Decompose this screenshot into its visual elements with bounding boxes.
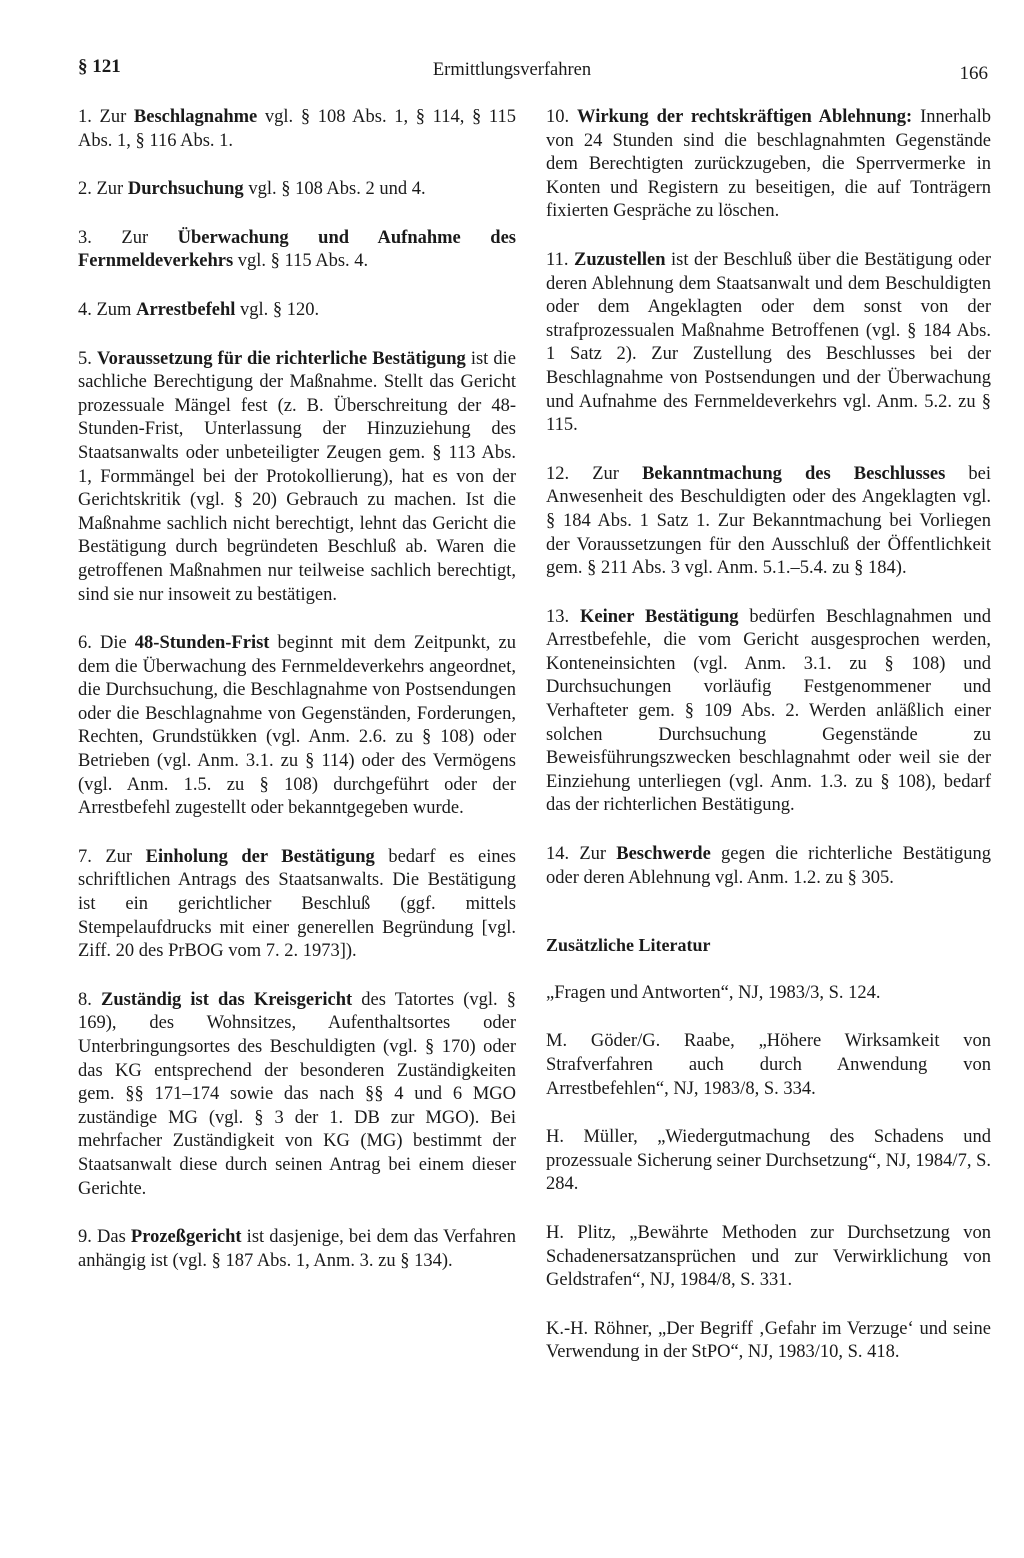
- literature-item: K.-H. Röhner, „Der Begriff ‚Gefahr im Verzuge‘ und seine Verwendung in der StPO“, NJ, 1983/10, S. 418.: [546, 1318, 991, 1363]
- section-number: § 121: [78, 56, 121, 77]
- literature-item: „Fragen und Antworten“, NJ, 1983/3, S. 124.: [546, 982, 881, 1003]
- annotation-6: 6. Die 48-Stunden-Frist beginnt mit dem Zeitpunkt, zu dem die Überwachung des Fernmeldeverkehrs angeordnet, die Durchsuchung, die Beschlagnahme von Postsendungen oder die Beschlagnahme von Gegenständen, Forderungen, Rechten, Grundstükken (vgl. Anm. 2.6. zu § 108) oder Betrieben (vgl. Anm. 3.1. zu § 114) oder des Vermögens (vgl. Anm. 1.5. zu § 108) durchgeführt oder der Arrestbefehl zugestellt oder bekanntgegeben wurde.: [78, 633, 516, 819]
- annotation-11: 11. Zuzustellen ist der Beschluß über die Bestätigung oder deren Ablehnung dem Staatsanwalt und dem Beschuldigten oder dem Angeklagten oder dem sonst von der strafprozessualen Maßnahme Betroffenen (vgl. § 184 Abs. 1 Satz 2). Zur Zustellung des Beschlusses bei der Beschlagnahme von Postsendungen und der Überwachung und Aufnahme des Fernmeldeverkehrs vgl. Anm. 5.2. zu § 115.: [546, 249, 991, 436]
- annotation-1: 1. Zur Beschlagnahme vgl. § 108 Abs. 1, § 114, § 115 Abs. 1, § 116 Abs. 1.: [78, 107, 516, 151]
- literature-heading: Zusätzliche Literatur: [546, 935, 711, 956]
- annotation-13: 13. Keiner Bestätigung bedürfen Beschlagnahmen und Arrestbefehle, die vom Gericht ausgesprochen werden, Konteneinsichten (vgl. Anm. 3.1. zu § 108) und Durchsuchungen vorläufig Festgenommener und Verhafteter gem. § 109 Abs. 2. Werden anläßlich einer solchen Durchsuchung Gegenstände zu Beweisführungszwecken beschlagnahmt oder weil sie der Einziehung unterliegen (vgl. Anm. 1.3. zu § 108), bedarf das der richterlichen Bestätigung.: [546, 606, 991, 816]
- annotation-8: 8. Zuständig ist das Kreisgericht des Tatortes (vgl. § 169), des Wohnsitzes, Aufenthaltsortes oder Unterbringungsortes des Beschuldigten (vgl. § 170) oder das KG entsprechend der besonderen Zuständigkeiten gem. §§ 171–174 sowie das nach §§ 4 und 6 MGO zuständige MG (vgl. § 3 der 1. DB zur MGO). Bei mehrfacher Zuständigkeit von KG (MG) bestimmt der Staatsanwalt diese durch seinen Antrag bei einem dieser Gerichte.: [78, 989, 517, 1199]
- annotation-3: 3. Zur Überwachung und Aufnahme des Fernmeldeverkehrs vgl. § 115 Abs. 4.: [78, 227, 516, 272]
- left-column: [78, 106, 516, 1298]
- annotation-14: 14. Zur Beschwerde gegen die richterliche Bestätigung oder deren Ablehnung vgl. Anm. 1.2. zu § 305.: [546, 844, 991, 888]
- annotation-7: 7. Zur Einholung der Bestätigung bedarf es eines schriftlichen Antrags des Staatsanwalts. Die Bestätigung ist ein gerichtlicher Beschluß (ggf. mittels Stempelaufdrucks mit einer generellen Begründung [vgl. Ziff. 20 des PrBOG vom 7. 2. 1973]).: [78, 846, 516, 962]
- annotation-5: 5. Voraussetzung für die richterliche Bestätigung ist die sachliche Berechtigung der Maßnahme. Stellt das Gericht prozessuale Mängel fest (z. B. Überschreitung der 48-Stunden-Frist, Unterlassung der Hinzuziehung des Staatsanwalts oder unbeteiligter Zeugen gem. § 113 Abs. 1, Formmängel bei der Protokollierung), hat es von der Gerichtskritik (vgl. § 20) Gebrauch zu machen. Ist die Maßnahme sachlich nicht berechtigt, lehnt das Gericht die Bestätigung durch begründeten Beschluß ab. Waren die getroffenen Maßnahmen nur teilweise sachlich berechtigt, sind sie nur insoweit zu bestätigen.: [78, 348, 516, 605]
- page-number: 166: [959, 63, 988, 84]
- running-title: Ermittlungsverfahren: [432, 60, 592, 80]
- annotation-12: 12. Zur Bekanntmachung des Beschlusses bei Anwesenheit des Beschuldigten oder des Angeklagten vgl. § 184 Abs. 1 Satz 1. Zur Bekanntmachung bei Vorliegen der Voraussetzungen für den Ausschluß der Öffentlichkeit gem. § 211 Abs. 3 vgl. Anm. 5.1.–5.4. zu § 184).: [546, 463, 991, 579]
- literature-item: H. Müller, „Wiedergutmachung des Schadens und prozessuale Sicherung seiner Durchsetzung“, NJ, 1984/7, S. 284.: [546, 1127, 991, 1195]
- annotation-9: 9. Das Prozeßgericht ist dasjenige, bei dem das Verfahren anhängig ist (vgl. § 187 Abs. 1, Anm. 3. zu § 134).: [78, 1227, 517, 1271]
- annotation-2: 2. Zur Durchsuchung vgl. § 108 Abs. 2 und 4.: [78, 179, 426, 200]
- literature-item: H. Plitz, „Bewährte Methoden zur Durchsetzung von Schadenersatzansprüchen und zur Verwirklichung von Geldstrafen“, NJ, 1984/8, S. 331.: [546, 1222, 991, 1291]
- right-column: [546, 106, 991, 1390]
- annotation-10: 10. Wirkung der rechtskräftigen Ablehnung: Innerhalb von 24 Stunden sind die beschlagnahmten Gegenstände dem Berechtigten zurückzugeben, die Sperrvermerke in Konten und Registern zu beseitigen, die auf Tonträgern fixierten Gespräche zu löschen.: [546, 107, 992, 222]
- literature-item: M. Göder/G. Raabe, „Höhere Wirksamkeit von Strafverfahren auch durch Anwendung von Arrestbefehlen“, NJ, 1983/8, S. 334.: [546, 1031, 991, 1099]
- annotation-4: 4. Zum Arrestbefehl vgl. § 120.: [78, 299, 320, 320]
